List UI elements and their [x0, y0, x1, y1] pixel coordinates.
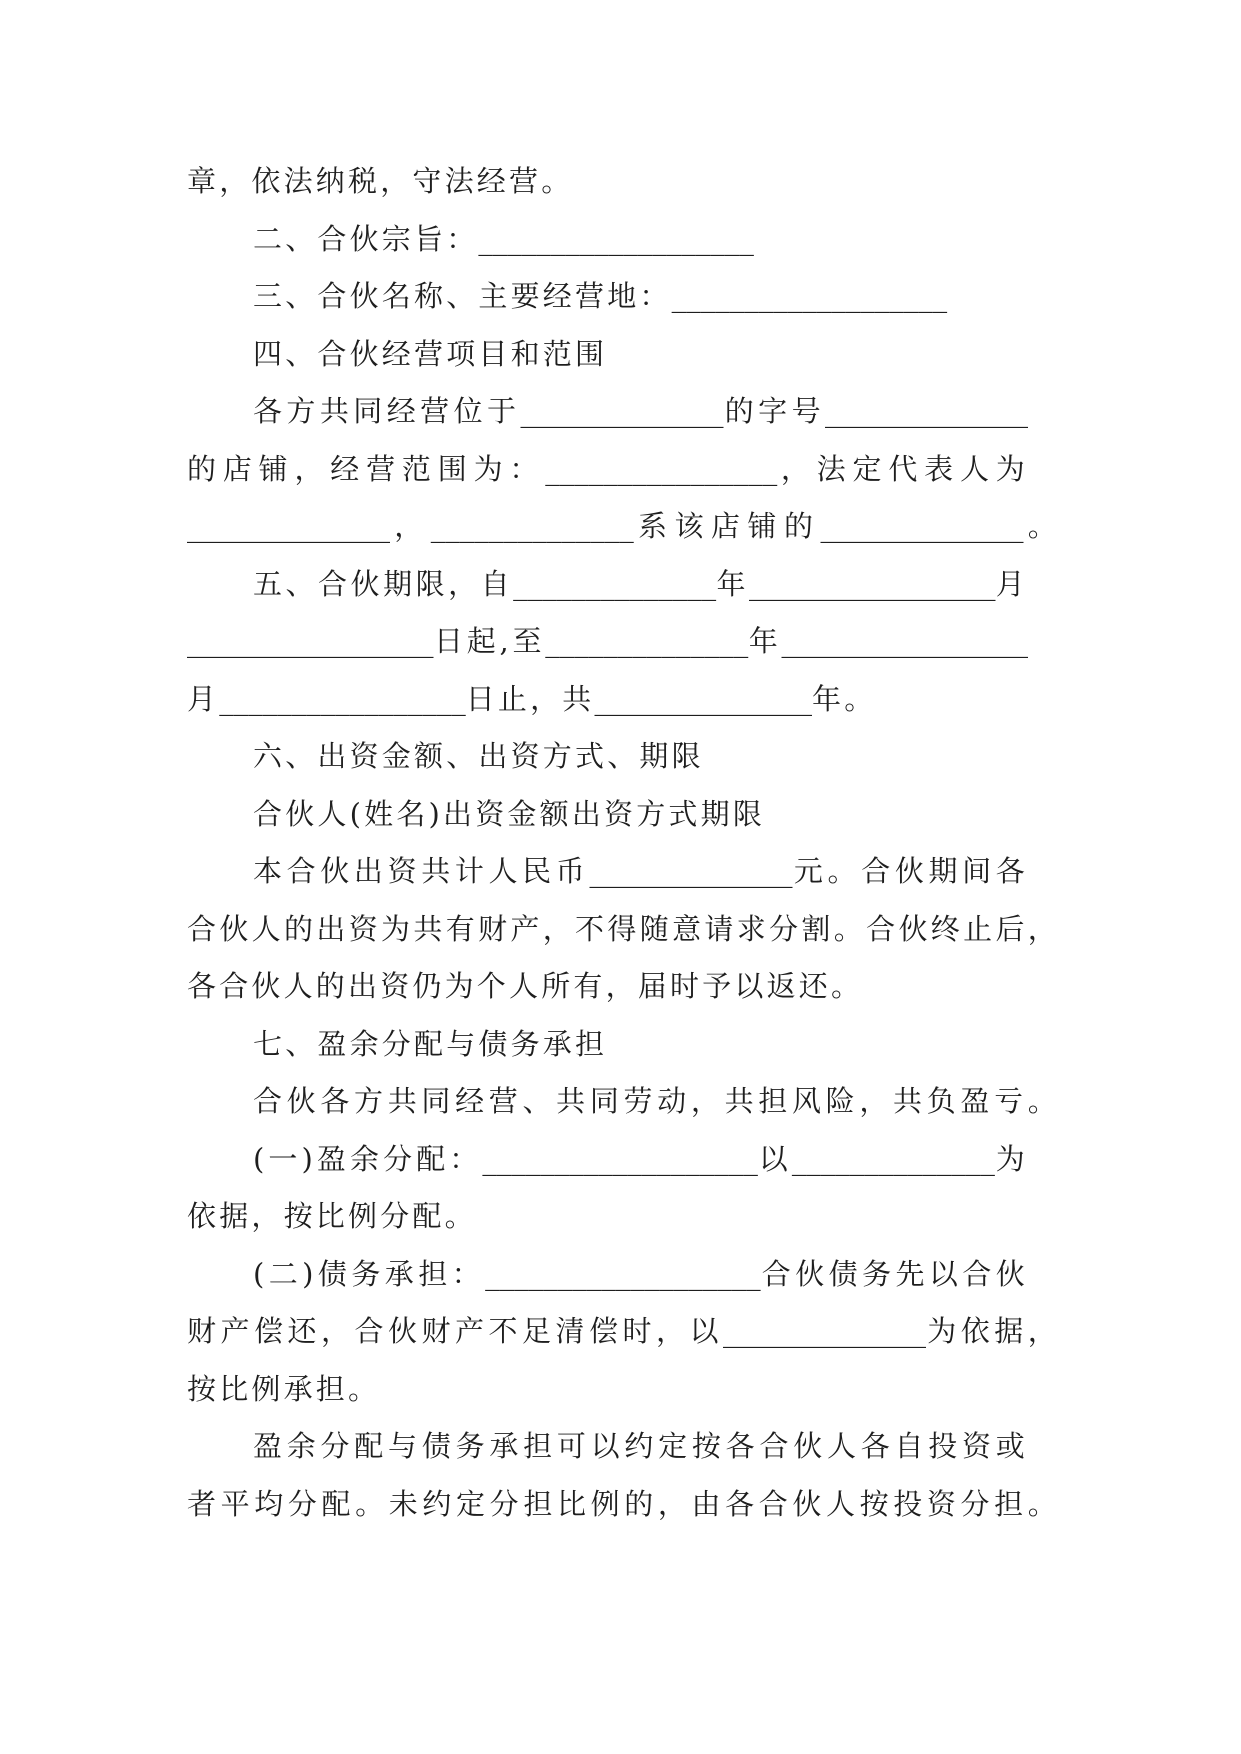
fill-in-blank: ______________	[520, 394, 724, 428]
line-text: 本合伙出资共计人民币	[253, 854, 590, 888]
fill-in-blank: _________________	[219, 681, 466, 716]
text-line	[187, 1476, 1060, 1534]
text-line	[187, 613, 1028, 671]
section-heading	[187, 1016, 1028, 1074]
line-text: ，法定代表人为	[777, 451, 1028, 486]
fill-in-blank: ______________	[791, 1141, 995, 1176]
line-text: 年	[716, 566, 749, 601]
line-text: 合伙人(姓名)出资金额出资方式期限	[253, 796, 766, 831]
line-text: 四、合伙经营项目和范围	[253, 336, 608, 371]
line-text: 以	[757, 1141, 792, 1176]
line-text: (一)盈余分配：	[253, 1141, 483, 1176]
line-text: 章，依法纳税，守法经营。	[187, 164, 574, 198]
text-line	[187, 1188, 1028, 1246]
line-text: 依据，按比例分配。	[187, 1199, 477, 1233]
text-line	[187, 1361, 1028, 1419]
text-line	[187, 556, 1028, 614]
text-line	[187, 671, 1028, 729]
fill-in-blank: ______________	[513, 566, 717, 601]
line-text: 月	[995, 566, 1029, 601]
fill-in-blank: ________________	[545, 451, 778, 486]
line-text: 合伙各方共同经营、共同劳动，共担风险，共负盈亏。	[253, 1084, 1060, 1118]
text-line	[187, 268, 1028, 326]
fill-in-blank: ______________	[589, 854, 793, 888]
section-heading	[187, 728, 1028, 786]
line-text: 者平均分配。未约定分担比例的，由各合伙人按投资分担。	[187, 1486, 1060, 1521]
line-text: 各合伙人的出资仍为个人所有，届时予以返还。	[187, 969, 864, 1003]
line-text: 按比例承担。	[187, 1371, 381, 1406]
text-line	[187, 1303, 1060, 1361]
document-body	[187, 153, 1060, 1533]
line-text: 的字号	[723, 394, 825, 428]
text-line	[187, 498, 1060, 556]
text-line	[187, 1246, 1028, 1304]
text-line	[187, 383, 1028, 441]
text-line	[187, 1073, 1060, 1131]
fill-in-blank: _______________	[594, 681, 813, 716]
line-text: 三、合伙名称、主要经营地：	[253, 279, 672, 313]
line-text: 系该店铺的	[633, 509, 821, 543]
section-heading	[187, 326, 1028, 384]
text-line	[187, 958, 1028, 1016]
line-text: 月	[187, 681, 220, 716]
fill-in-blank: ___________________	[485, 1256, 761, 1291]
text-line	[187, 843, 1028, 901]
line-text: 为依据，	[926, 1314, 1060, 1348]
text-line	[187, 153, 1028, 211]
fill-in-blank: _________________	[748, 566, 996, 601]
line-text: 财产偿还，合伙财产不足清偿时，以	[187, 1314, 723, 1348]
text-line	[187, 211, 1028, 269]
line-text: 日止，共	[465, 681, 595, 716]
line-text: 盈余分配与债务承担可以约定按各合伙人各自投资或	[253, 1429, 1028, 1463]
fill-in-blank: ___________________	[478, 221, 754, 256]
text-line	[187, 786, 1028, 844]
line-text: 五、合伙期限，自	[253, 566, 514, 601]
fill-in-blank: ___________________	[671, 279, 948, 313]
line-text: 七、盈余分配与债务承担	[253, 1026, 608, 1061]
text-line	[187, 1418, 1028, 1476]
fill-in-blank: ______________	[545, 624, 749, 658]
line-text: 年	[748, 624, 782, 658]
fill-in-blank: ______________	[430, 509, 634, 543]
line-text: 合伙人的出资为共有财产，不得随意请求分割。合伙终止后，	[187, 911, 1060, 946]
line-text: 六、出资金额、出资方式、期限	[253, 739, 704, 773]
line-text: 为	[994, 1141, 1029, 1176]
line-text: 各方共同经营位于	[253, 394, 521, 428]
fill-in-blank: ___________________	[482, 1141, 758, 1176]
line-text: ，	[390, 509, 431, 543]
line-text: 元。合伙期间各	[792, 854, 1028, 888]
fill-in-blank: ______________	[723, 1314, 926, 1348]
fill-in-blank: ______________	[187, 509, 390, 543]
fill-in-blank: _________________	[781, 624, 1028, 658]
fill-in-blank: ______________	[825, 394, 1028, 428]
line-text: 二、合伙宗旨：	[253, 221, 479, 256]
line-text: 年。	[812, 681, 877, 716]
line-text: 。	[1023, 509, 1061, 543]
text-line	[187, 441, 1028, 499]
line-text: 合伙债务先以合伙	[760, 1256, 1028, 1291]
fill-in-blank: _________________	[187, 624, 434, 658]
line-text: 的店铺，经营范围为：	[187, 451, 546, 486]
line-text: 日起,至	[433, 624, 546, 658]
text-line	[187, 1131, 1028, 1189]
text-line	[187, 901, 1060, 959]
line-text: (二)债务承担：	[253, 1256, 486, 1291]
fill-in-blank: ______________	[820, 509, 1024, 543]
